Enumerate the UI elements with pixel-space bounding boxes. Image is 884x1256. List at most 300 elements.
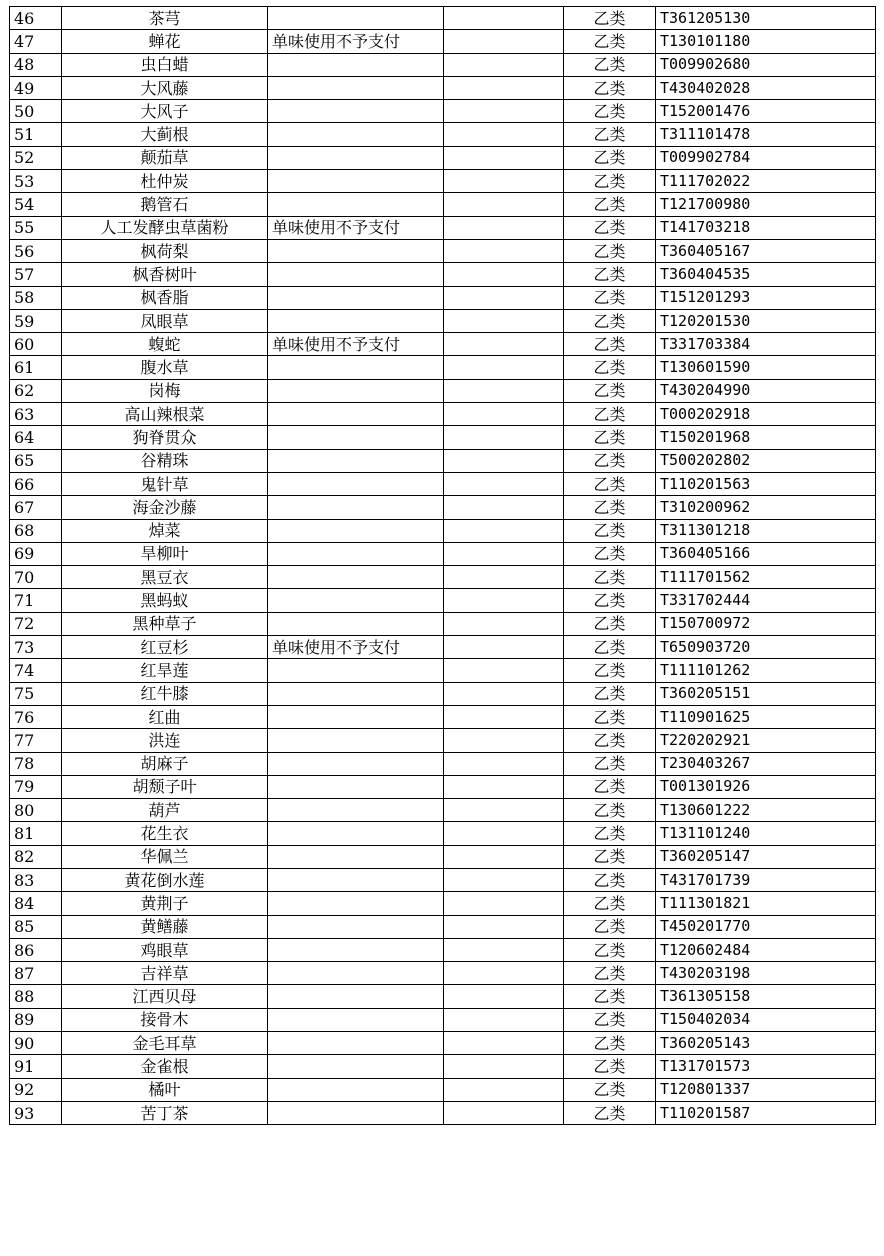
empty-cell bbox=[444, 938, 564, 961]
row-number: 91 bbox=[10, 1055, 62, 1078]
category-type: 乙类 bbox=[564, 519, 656, 542]
table-row bbox=[10, 1055, 876, 1078]
empty-cell bbox=[444, 356, 564, 379]
empty-cell bbox=[444, 286, 564, 309]
herb-code: T430204990 bbox=[656, 379, 876, 402]
category-type: 乙类 bbox=[564, 985, 656, 1008]
herb-name: 黄花倒水莲 bbox=[62, 868, 268, 891]
empty-cell bbox=[444, 682, 564, 705]
category-type: 乙类 bbox=[564, 426, 656, 449]
table-row bbox=[10, 309, 876, 332]
empty-cell bbox=[444, 1032, 564, 1055]
category-type: 乙类 bbox=[564, 659, 656, 682]
herb-code: T009902784 bbox=[656, 146, 876, 169]
table-row bbox=[10, 333, 876, 356]
payment-remark bbox=[268, 985, 444, 1008]
herb-name: 蝉花 bbox=[62, 30, 268, 53]
herb-name: 接骨木 bbox=[62, 1008, 268, 1031]
row-number: 51 bbox=[10, 123, 62, 146]
herb-name: 大风子 bbox=[62, 100, 268, 123]
table-row bbox=[10, 962, 876, 985]
payment-remark: 单味使用不予支付 bbox=[268, 30, 444, 53]
empty-cell bbox=[444, 822, 564, 845]
empty-cell bbox=[444, 612, 564, 635]
payment-remark bbox=[268, 566, 444, 589]
payment-remark bbox=[268, 589, 444, 612]
herb-name: 黑种草子 bbox=[62, 612, 268, 635]
payment-remark bbox=[268, 705, 444, 728]
herb-code: T121700980 bbox=[656, 193, 876, 216]
category-type: 乙类 bbox=[564, 542, 656, 565]
table-row bbox=[10, 379, 876, 402]
herb-code: T500202802 bbox=[656, 449, 876, 472]
herb-name: 大蓟根 bbox=[62, 123, 268, 146]
payment-remark bbox=[268, 449, 444, 472]
herb-name: 狗脊贯众 bbox=[62, 426, 268, 449]
row-number: 90 bbox=[10, 1032, 62, 1055]
table-row bbox=[10, 659, 876, 682]
herb-code: T360205151 bbox=[656, 682, 876, 705]
row-number: 56 bbox=[10, 239, 62, 262]
table-row bbox=[10, 799, 876, 822]
empty-cell bbox=[444, 53, 564, 76]
herb-code: T150201968 bbox=[656, 426, 876, 449]
empty-cell bbox=[444, 30, 564, 53]
category-type: 乙类 bbox=[564, 729, 656, 752]
payment-remark bbox=[268, 962, 444, 985]
payment-remark bbox=[268, 286, 444, 309]
category-type: 乙类 bbox=[564, 915, 656, 938]
row-number: 73 bbox=[10, 636, 62, 659]
table-row bbox=[10, 146, 876, 169]
herb-name: 焯菜 bbox=[62, 519, 268, 542]
payment-remark bbox=[268, 845, 444, 868]
table-row bbox=[10, 1008, 876, 1031]
herb-name: 洪连 bbox=[62, 729, 268, 752]
herb-name: 凤眼草 bbox=[62, 309, 268, 332]
row-number: 75 bbox=[10, 682, 62, 705]
empty-cell bbox=[444, 1008, 564, 1031]
empty-cell bbox=[444, 309, 564, 332]
table-body bbox=[10, 7, 876, 1125]
table-row bbox=[10, 868, 876, 891]
category-type: 乙类 bbox=[564, 239, 656, 262]
herb-name: 黄鳝藤 bbox=[62, 915, 268, 938]
payment-remark bbox=[268, 519, 444, 542]
table-row bbox=[10, 76, 876, 99]
empty-cell bbox=[444, 799, 564, 822]
empty-cell bbox=[444, 403, 564, 426]
row-number: 59 bbox=[10, 309, 62, 332]
row-number: 87 bbox=[10, 962, 62, 985]
category-type: 乙类 bbox=[564, 53, 656, 76]
table-row bbox=[10, 915, 876, 938]
herb-name: 鸡眼草 bbox=[62, 938, 268, 961]
herb-code: T331703384 bbox=[656, 333, 876, 356]
category-type: 乙类 bbox=[564, 682, 656, 705]
herb-code: T120801337 bbox=[656, 1078, 876, 1101]
table-row bbox=[10, 216, 876, 239]
table-row bbox=[10, 286, 876, 309]
row-number: 57 bbox=[10, 263, 62, 286]
herb-code: T430203198 bbox=[656, 962, 876, 985]
empty-cell bbox=[444, 868, 564, 891]
table-row bbox=[10, 705, 876, 728]
empty-cell bbox=[444, 7, 564, 30]
table-row bbox=[10, 938, 876, 961]
empty-cell bbox=[444, 379, 564, 402]
table-row bbox=[10, 519, 876, 542]
category-type: 乙类 bbox=[564, 286, 656, 309]
table-row bbox=[10, 426, 876, 449]
table-row bbox=[10, 123, 876, 146]
category-type: 乙类 bbox=[564, 705, 656, 728]
payment-remark: 单味使用不予支付 bbox=[268, 636, 444, 659]
empty-cell bbox=[444, 263, 564, 286]
herb-name: 黑蚂蚁 bbox=[62, 589, 268, 612]
category-type: 乙类 bbox=[564, 403, 656, 426]
row-number: 68 bbox=[10, 519, 62, 542]
table-row bbox=[10, 589, 876, 612]
payment-remark bbox=[268, 309, 444, 332]
payment-remark bbox=[268, 868, 444, 891]
row-number: 81 bbox=[10, 822, 62, 845]
payment-remark bbox=[268, 938, 444, 961]
herb-name: 旱柳叶 bbox=[62, 542, 268, 565]
herb-code: T331702444 bbox=[656, 589, 876, 612]
herb-name: 金毛耳草 bbox=[62, 1032, 268, 1055]
empty-cell bbox=[444, 985, 564, 1008]
category-type: 乙类 bbox=[564, 1078, 656, 1101]
category-type: 乙类 bbox=[564, 612, 656, 635]
payment-remark bbox=[268, 76, 444, 99]
herb-code: T130601222 bbox=[656, 799, 876, 822]
herb-code: T110901625 bbox=[656, 705, 876, 728]
herb-name: 谷精珠 bbox=[62, 449, 268, 472]
category-type: 乙类 bbox=[564, 938, 656, 961]
empty-cell bbox=[444, 472, 564, 495]
payment-remark: 单味使用不予支付 bbox=[268, 333, 444, 356]
row-number: 77 bbox=[10, 729, 62, 752]
table-row bbox=[10, 356, 876, 379]
category-type: 乙类 bbox=[564, 752, 656, 775]
category-type: 乙类 bbox=[564, 868, 656, 891]
empty-cell bbox=[444, 239, 564, 262]
herb-code: T361305158 bbox=[656, 985, 876, 1008]
category-type: 乙类 bbox=[564, 7, 656, 30]
row-number: 88 bbox=[10, 985, 62, 1008]
herb-code: T110201563 bbox=[656, 472, 876, 495]
herb-name: 鬼针草 bbox=[62, 472, 268, 495]
table-row bbox=[10, 100, 876, 123]
row-number: 67 bbox=[10, 496, 62, 519]
payment-remark bbox=[268, 775, 444, 798]
payment-remark bbox=[268, 472, 444, 495]
row-number: 61 bbox=[10, 356, 62, 379]
category-type: 乙类 bbox=[564, 193, 656, 216]
row-number: 64 bbox=[10, 426, 62, 449]
payment-remark bbox=[268, 170, 444, 193]
empty-cell bbox=[444, 333, 564, 356]
herb-name: 金雀根 bbox=[62, 1055, 268, 1078]
table-row bbox=[10, 1101, 876, 1124]
table-row bbox=[10, 263, 876, 286]
herb-name: 枫香脂 bbox=[62, 286, 268, 309]
herb-code: T150402034 bbox=[656, 1008, 876, 1031]
empty-cell bbox=[444, 775, 564, 798]
table-row bbox=[10, 7, 876, 30]
herb-name: 枫香树叶 bbox=[62, 263, 268, 286]
herb-name: 海金沙藤 bbox=[62, 496, 268, 519]
herb-code: T111101262 bbox=[656, 659, 876, 682]
payment-remark bbox=[268, 1101, 444, 1124]
herb-code: T361205130 bbox=[656, 7, 876, 30]
category-type: 乙类 bbox=[564, 1101, 656, 1124]
empty-cell bbox=[444, 636, 564, 659]
row-number: 63 bbox=[10, 403, 62, 426]
category-type: 乙类 bbox=[564, 170, 656, 193]
row-number: 83 bbox=[10, 868, 62, 891]
empty-cell bbox=[444, 496, 564, 519]
herb-name: 鹅管石 bbox=[62, 193, 268, 216]
herb-name: 茶芎 bbox=[62, 7, 268, 30]
empty-cell bbox=[444, 193, 564, 216]
herb-name: 红牛膝 bbox=[62, 682, 268, 705]
herb-code: T360405166 bbox=[656, 542, 876, 565]
empty-cell bbox=[444, 1055, 564, 1078]
empty-cell bbox=[444, 146, 564, 169]
row-number: 82 bbox=[10, 845, 62, 868]
empty-cell bbox=[444, 729, 564, 752]
herb-code: T150700972 bbox=[656, 612, 876, 635]
table-row bbox=[10, 53, 876, 76]
empty-cell bbox=[444, 519, 564, 542]
herb-code: T650903720 bbox=[656, 636, 876, 659]
payment-remark bbox=[268, 915, 444, 938]
herb-name: 苦丁茶 bbox=[62, 1101, 268, 1124]
table-row bbox=[10, 566, 876, 589]
herb-name: 黑豆衣 bbox=[62, 566, 268, 589]
empty-cell bbox=[444, 76, 564, 99]
herb-name: 吉祥草 bbox=[62, 962, 268, 985]
row-number: 54 bbox=[10, 193, 62, 216]
payment-remark bbox=[268, 403, 444, 426]
empty-cell bbox=[444, 1078, 564, 1101]
payment-remark bbox=[268, 239, 444, 262]
category-type: 乙类 bbox=[564, 216, 656, 239]
empty-cell bbox=[444, 705, 564, 728]
row-number: 70 bbox=[10, 566, 62, 589]
row-number: 58 bbox=[10, 286, 62, 309]
herb-name: 江西贝母 bbox=[62, 985, 268, 1008]
empty-cell bbox=[444, 449, 564, 472]
payment-remark bbox=[268, 822, 444, 845]
row-number: 52 bbox=[10, 146, 62, 169]
row-number: 74 bbox=[10, 659, 62, 682]
category-type: 乙类 bbox=[564, 356, 656, 379]
herb-code: T360405167 bbox=[656, 239, 876, 262]
category-type: 乙类 bbox=[564, 123, 656, 146]
row-number: 84 bbox=[10, 892, 62, 915]
herb-name: 颠茄草 bbox=[62, 146, 268, 169]
row-number: 71 bbox=[10, 589, 62, 612]
herb-name: 红曲 bbox=[62, 705, 268, 728]
row-number: 50 bbox=[10, 100, 62, 123]
empty-cell bbox=[444, 659, 564, 682]
herb-name: 红旱莲 bbox=[62, 659, 268, 682]
table-row bbox=[10, 403, 876, 426]
table-row bbox=[10, 170, 876, 193]
payment-remark bbox=[268, 659, 444, 682]
category-type: 乙类 bbox=[564, 962, 656, 985]
category-type: 乙类 bbox=[564, 589, 656, 612]
category-type: 乙类 bbox=[564, 775, 656, 798]
row-number: 89 bbox=[10, 1008, 62, 1031]
table-row bbox=[10, 845, 876, 868]
category-type: 乙类 bbox=[564, 799, 656, 822]
category-type: 乙类 bbox=[564, 1008, 656, 1031]
herb-code: T110201587 bbox=[656, 1101, 876, 1124]
herb-name: 胡颓子叶 bbox=[62, 775, 268, 798]
category-type: 乙类 bbox=[564, 822, 656, 845]
herb-code: T120201530 bbox=[656, 309, 876, 332]
empty-cell bbox=[444, 123, 564, 146]
herb-code: T131101240 bbox=[656, 822, 876, 845]
category-type: 乙类 bbox=[564, 333, 656, 356]
row-number: 62 bbox=[10, 379, 62, 402]
herb-code: T000202918 bbox=[656, 403, 876, 426]
herb-code: T151201293 bbox=[656, 286, 876, 309]
herb-code: T220202921 bbox=[656, 729, 876, 752]
empty-cell bbox=[444, 170, 564, 193]
payment-remark bbox=[268, 496, 444, 519]
category-type: 乙类 bbox=[564, 845, 656, 868]
herb-code: T152001476 bbox=[656, 100, 876, 123]
payment-remark bbox=[268, 682, 444, 705]
herb-name: 高山辣根菜 bbox=[62, 403, 268, 426]
herb-code: T310200962 bbox=[656, 496, 876, 519]
payment-remark bbox=[268, 263, 444, 286]
herb-name: 蝮蛇 bbox=[62, 333, 268, 356]
empty-cell bbox=[444, 100, 564, 123]
row-number: 92 bbox=[10, 1078, 62, 1101]
herb-code: T120602484 bbox=[656, 938, 876, 961]
herb-code: T001301926 bbox=[656, 775, 876, 798]
herb-code: T130101180 bbox=[656, 30, 876, 53]
payment-remark bbox=[268, 146, 444, 169]
table-row bbox=[10, 892, 876, 915]
payment-remark bbox=[268, 752, 444, 775]
table-row bbox=[10, 239, 876, 262]
empty-cell bbox=[444, 962, 564, 985]
empty-cell bbox=[444, 752, 564, 775]
table-row bbox=[10, 472, 876, 495]
row-number: 86 bbox=[10, 938, 62, 961]
herb-code: T141703218 bbox=[656, 216, 876, 239]
table-row bbox=[10, 682, 876, 705]
empty-cell bbox=[444, 426, 564, 449]
herb-code: T111702022 bbox=[656, 170, 876, 193]
payment-remark bbox=[268, 799, 444, 822]
herb-name: 胡麻子 bbox=[62, 752, 268, 775]
category-type: 乙类 bbox=[564, 100, 656, 123]
herb-name: 橘叶 bbox=[62, 1078, 268, 1101]
empty-cell bbox=[444, 1101, 564, 1124]
payment-remark bbox=[268, 193, 444, 216]
empty-cell bbox=[444, 216, 564, 239]
herb-name: 虫白蜡 bbox=[62, 53, 268, 76]
row-number: 55 bbox=[10, 216, 62, 239]
row-number: 79 bbox=[10, 775, 62, 798]
row-number: 46 bbox=[10, 7, 62, 30]
category-type: 乙类 bbox=[564, 496, 656, 519]
category-type: 乙类 bbox=[564, 1032, 656, 1055]
payment-remark bbox=[268, 53, 444, 76]
payment-remark bbox=[268, 1078, 444, 1101]
category-type: 乙类 bbox=[564, 76, 656, 99]
payment-remark bbox=[268, 100, 444, 123]
herb-code: T009902680 bbox=[656, 53, 876, 76]
row-number: 78 bbox=[10, 752, 62, 775]
category-type: 乙类 bbox=[564, 263, 656, 286]
category-type: 乙类 bbox=[564, 566, 656, 589]
herb-code: T111301821 bbox=[656, 892, 876, 915]
empty-cell bbox=[444, 542, 564, 565]
empty-cell bbox=[444, 566, 564, 589]
payment-remark bbox=[268, 1032, 444, 1055]
herb-code: T111701562 bbox=[656, 566, 876, 589]
table-row bbox=[10, 30, 876, 53]
herb-code: T311101478 bbox=[656, 123, 876, 146]
herb-code: T360205143 bbox=[656, 1032, 876, 1055]
payment-remark bbox=[268, 729, 444, 752]
row-number: 69 bbox=[10, 542, 62, 565]
row-number: 48 bbox=[10, 53, 62, 76]
table-row bbox=[10, 636, 876, 659]
herb-code: T311301218 bbox=[656, 519, 876, 542]
category-type: 乙类 bbox=[564, 1055, 656, 1078]
row-number: 85 bbox=[10, 915, 62, 938]
row-number: 80 bbox=[10, 799, 62, 822]
row-number: 93 bbox=[10, 1101, 62, 1124]
row-number: 60 bbox=[10, 333, 62, 356]
payment-remark bbox=[268, 612, 444, 635]
empty-cell bbox=[444, 845, 564, 868]
empty-cell bbox=[444, 892, 564, 915]
payment-remark bbox=[268, 892, 444, 915]
herb-name: 岗梅 bbox=[62, 379, 268, 402]
herb-code: T360404535 bbox=[656, 263, 876, 286]
payment-remark bbox=[268, 123, 444, 146]
table-row bbox=[10, 612, 876, 635]
category-type: 乙类 bbox=[564, 472, 656, 495]
table-row bbox=[10, 752, 876, 775]
herb-list-table bbox=[9, 6, 876, 1125]
herb-code: T230403267 bbox=[656, 752, 876, 775]
herb-name: 腹水草 bbox=[62, 356, 268, 379]
herb-name: 杜仲炭 bbox=[62, 170, 268, 193]
row-number: 65 bbox=[10, 449, 62, 472]
category-type: 乙类 bbox=[564, 30, 656, 53]
empty-cell bbox=[444, 589, 564, 612]
table-row bbox=[10, 542, 876, 565]
herb-code: T450201770 bbox=[656, 915, 876, 938]
row-number: 76 bbox=[10, 705, 62, 728]
payment-remark bbox=[268, 426, 444, 449]
payment-remark bbox=[268, 1008, 444, 1031]
table-row bbox=[10, 1078, 876, 1101]
herb-name: 大风藤 bbox=[62, 76, 268, 99]
